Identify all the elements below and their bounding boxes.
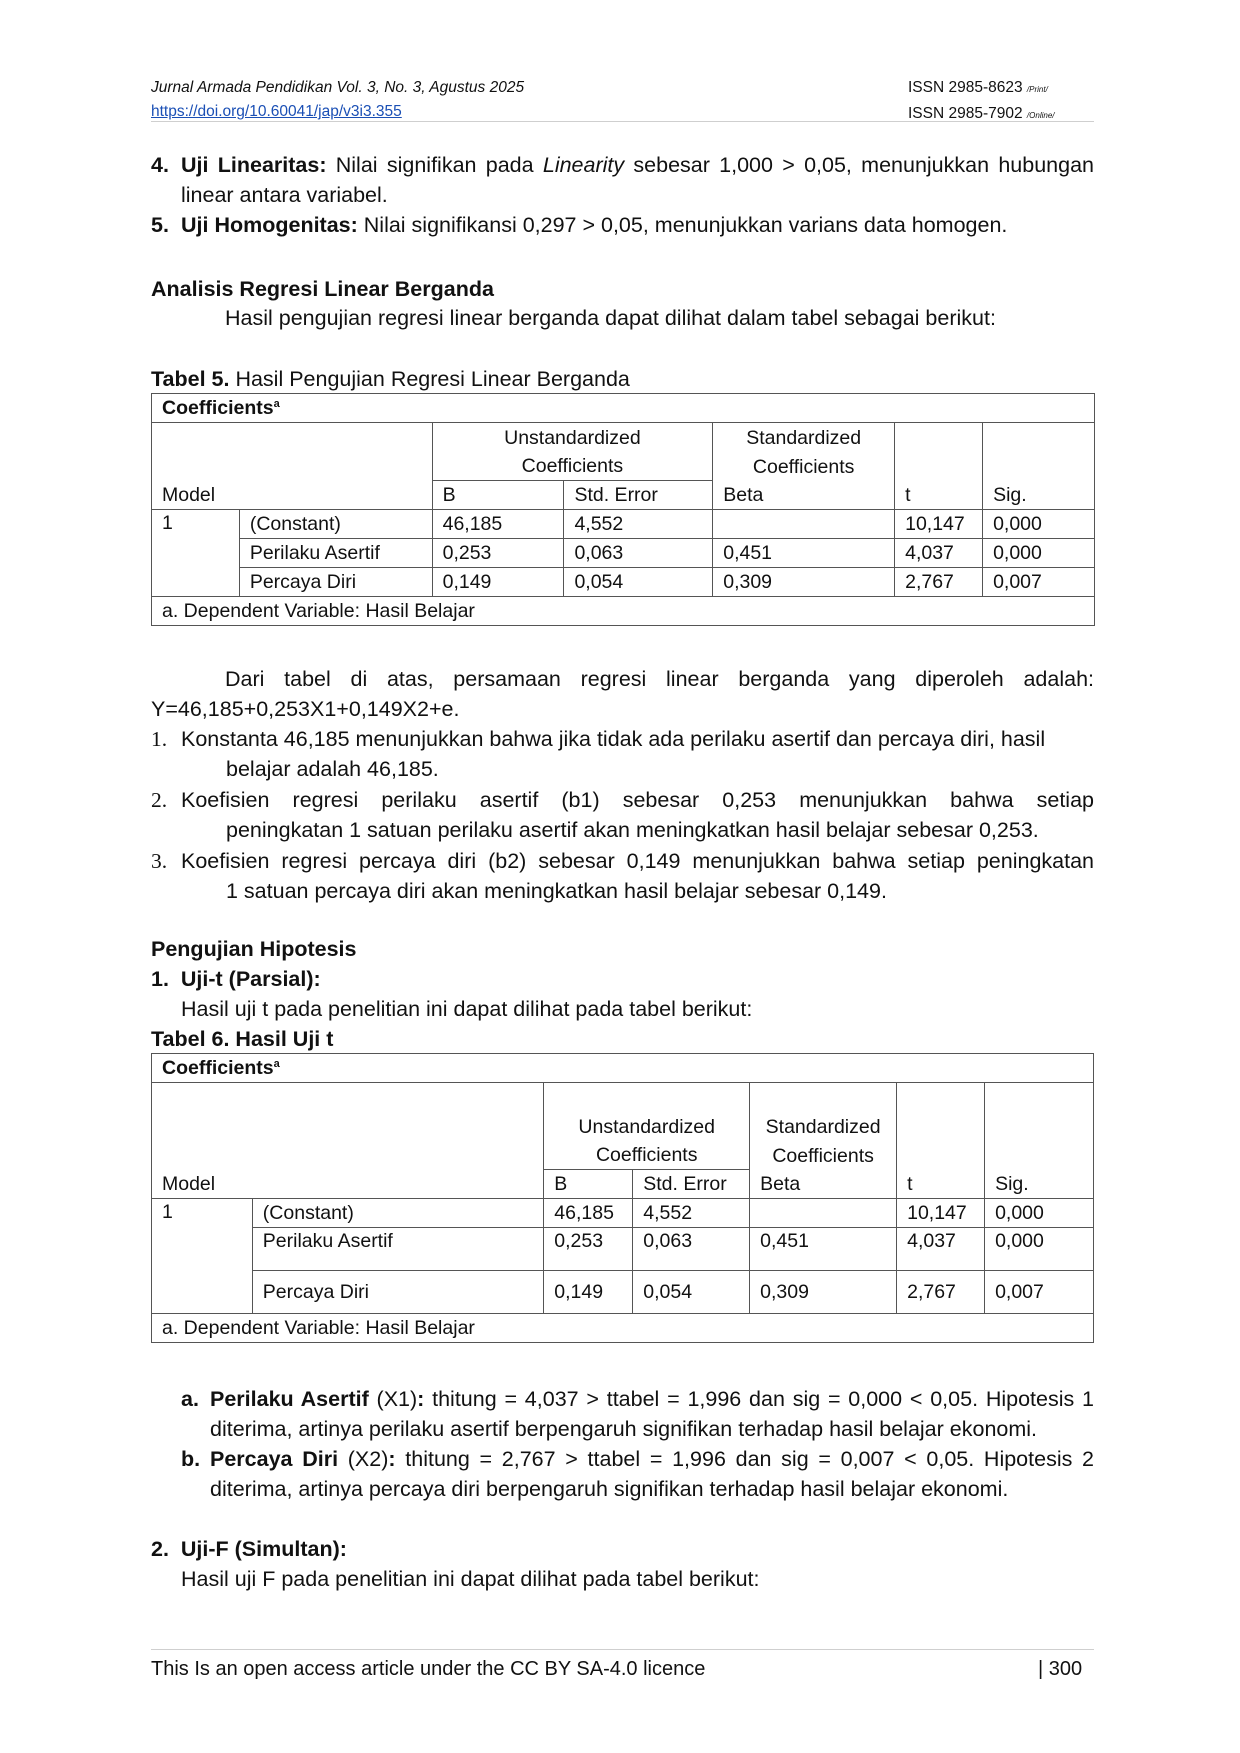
result-colon: : — [417, 1387, 425, 1411]
table-row — [152, 539, 1095, 568]
t-result-x1 — [181, 1384, 1094, 1444]
interpretation-item-3 — [151, 846, 1094, 906]
table-row — [152, 1228, 1094, 1271]
cell-beta: 0,309 — [750, 1271, 897, 1314]
table5-caption — [151, 364, 630, 394]
col-sig: Sig. — [983, 481, 1095, 510]
header-standardized-2: Coefficients — [713, 452, 895, 481]
subsection-title: Uji-F (Simultan): — [180, 1537, 347, 1561]
cell-sig: 0,000 — [985, 1228, 1094, 1271]
cell-b: 0,253 — [432, 539, 564, 568]
cell-t: 2,767 — [897, 1271, 985, 1314]
col-t: t — [895, 481, 983, 510]
cell-t: 4,037 — [897, 1228, 985, 1271]
assumption-item-linearity — [151, 150, 1094, 210]
predictor-name: Perilaku Asertif — [239, 539, 432, 568]
item-label: Uji Homogenitas: — [181, 213, 358, 237]
f-test-intro: Hasil uji F pada penelitian ini dapat dilihat pada tabel berikut: — [181, 1567, 760, 1591]
header-blank — [152, 452, 433, 481]
table-title: Coefficients$^a$ — [152, 1054, 1094, 1083]
cell-std-error: 4,552 — [564, 510, 713, 539]
interpretation-item-2 — [151, 785, 1094, 845]
cell-beta: 0,451 — [713, 539, 895, 568]
col-beta: Beta — [750, 1170, 897, 1199]
cell-b: 0,149 — [544, 1271, 633, 1314]
table6-caption: Tabel 6. Hasil Uji t — [151, 1027, 334, 1051]
table-row — [152, 1271, 1094, 1314]
result-variable: (X2) — [347, 1447, 389, 1471]
footer-divider — [151, 1649, 1094, 1650]
issn-print-tag: /Print/ — [1026, 85, 1048, 94]
section-heading-regression: Analisis Regresi Linear Berganda — [151, 277, 494, 301]
cell-sig: 0,007 — [985, 1271, 1094, 1314]
cell-std-error: 0,054 — [633, 1271, 750, 1314]
caption-label: Tabel 5. — [151, 367, 230, 391]
header-blank — [983, 423, 1095, 452]
cell-sig: 0,000 — [983, 539, 1095, 568]
item-number: 5. — [151, 213, 169, 237]
cell-beta: 0,451 — [750, 1228, 897, 1271]
cell-std-error: 4,552 — [633, 1199, 750, 1228]
cell-beta: 0,309 — [713, 568, 895, 597]
header-blank — [897, 1141, 985, 1170]
model-number: 1 — [152, 1199, 253, 1314]
header-blank — [152, 423, 433, 452]
header-blank — [544, 1083, 750, 1112]
col-model: Model — [152, 1170, 544, 1199]
header-blank — [897, 1112, 985, 1141]
table5-coefficients — [151, 393, 1095, 626]
doi-link[interactable]: https://doi.org/10.60041/jap/v3i3.355 — [151, 103, 402, 120]
col-model: Model — [152, 481, 433, 510]
item-line: Koefisien regresi perilaku asertif (b1) sebesar 0,253 menunjukkan bahwa setiap — [181, 788, 1094, 812]
col-std-error: Std. Error — [564, 481, 713, 510]
item-text: Nilai signifikansi 0,297 > 0,05, menunjukkan varians data homogen. — [357, 213, 1008, 237]
predictor-name: (Constant) — [252, 1199, 543, 1228]
page-number: | 300 — [1038, 1658, 1083, 1680]
subsection-title: Uji-t (Parsial): — [180, 967, 321, 991]
cell-t: 10,147 — [895, 510, 983, 539]
item-number: 3. — [151, 849, 168, 873]
t-result-x2 — [181, 1444, 1094, 1504]
result-text: thitung = 2,767 > ttabel = 1,996 dan sig = 0,007 < 0,05. Hipotesis 2 — [395, 1447, 1095, 1471]
col-b: B — [432, 481, 564, 510]
header-blank — [985, 1141, 1094, 1170]
cell-t: 10,147 — [897, 1199, 985, 1228]
predictor-name: Percaya Diri — [239, 568, 432, 597]
table-row — [152, 568, 1095, 597]
issn-online-tag: /Online/ — [1026, 111, 1055, 120]
col-t: t — [897, 1170, 985, 1199]
cell-std-error: 0,054 — [564, 568, 713, 597]
cell-sig: 0,000 — [985, 1199, 1094, 1228]
header-unstandardized-2: Coefficients — [544, 1141, 750, 1170]
cell-b: 0,149 — [432, 568, 564, 597]
result-colon: : — [388, 1447, 396, 1471]
section-heading-hypothesis: Pengujian Hipotesis — [151, 937, 357, 961]
header-blank — [750, 1083, 897, 1112]
result-text: diterima, artinya perilaku asertif berpengaruh signifikan terhadap hasil belajar ekonomi. — [210, 1417, 1038, 1441]
caption-text: Hasil Pengujian Regresi Linear Berganda — [229, 367, 630, 391]
cell-t: 2,767 — [895, 568, 983, 597]
col-b: B — [544, 1170, 633, 1199]
item-text: sebesar 1,000 > 0,05, menunjukkan hubungan linear antara variabel. — [181, 153, 1094, 207]
regression-equation: Y=46,185+0,253X1+0,149X2+e. — [151, 697, 460, 721]
license-note: This Is an open access article under the CC BY SA-4.0 licence — [151, 1658, 706, 1680]
header-unstandardized: Unstandardized — [544, 1112, 750, 1141]
result-text: thitung = 4,037 > ttabel = 1,996 dan sig = 0,000 < 0,05. Hipotesis 1 — [424, 1387, 1094, 1411]
cell-sig: 0,007 — [983, 568, 1095, 597]
item-line: Konstanta 46,185 menunjukkan bahwa jika tidak ada perilaku asertif dan percaya diri, hasil — [181, 727, 1046, 751]
header-blank — [897, 1083, 985, 1112]
item-line: peningkatan 1 satuan perilaku asertif akan meningkatkan hasil belajar sebesar 0,253. — [226, 818, 1039, 842]
header-blank — [152, 1141, 544, 1170]
header-blank — [985, 1112, 1094, 1141]
table6-coefficients — [151, 1053, 1094, 1343]
header-blank — [152, 1112, 544, 1141]
item-line: 1 satuan percaya diri akan meningkatkan hasil belajar sebesar 0,149. — [226, 879, 887, 903]
cell-std-error: 0,063 — [564, 539, 713, 568]
model-number: 1 — [152, 510, 240, 597]
item-line: Koefisien regresi percaya diri (b2) sebesar 0,149 menunjukkan bahwa setiap peningkatan — [181, 849, 1094, 873]
item-line: belajar adalah 46,185. — [226, 757, 439, 781]
header-divider — [151, 121, 1094, 122]
item-number: 2. — [151, 1537, 169, 1561]
cell-b: 46,185 — [432, 510, 564, 539]
table-row — [152, 510, 1095, 539]
item-text: Nilai signifikan pada — [326, 153, 543, 177]
col-beta: Beta — [713, 481, 895, 510]
result-text: diterima, artinya percaya diri berpengaruh signifikan terhadap hasil belajar ekonomi. — [210, 1477, 1009, 1501]
cell-sig: 0,000 — [983, 510, 1095, 539]
item-number: 1. — [151, 727, 168, 751]
cell-t: 4,037 — [895, 539, 983, 568]
issn-print: ISSN 2985-8623 — [908, 79, 1023, 96]
result-label: Percaya Diri — [210, 1447, 339, 1471]
cell-beta — [750, 1199, 897, 1228]
predictor-name: Perilaku Asertif — [252, 1228, 543, 1271]
header-unstandardized: Unstandardized — [432, 423, 713, 452]
item-label: Uji Linearitas: — [181, 153, 327, 177]
header-standardized-2: Coefficients — [750, 1141, 897, 1170]
subsection-t-test — [151, 964, 321, 994]
header-unstandardized-2: Coefficients — [432, 452, 713, 481]
assumption-item-homogeneity — [151, 210, 1094, 240]
col-std-error: Std. Error — [633, 1170, 750, 1199]
table-title: Coefficients$^a$ — [152, 394, 1095, 423]
subsection-f-test — [151, 1534, 347, 1564]
running-header-left — [151, 76, 524, 124]
result-variable: (X1) — [376, 1387, 418, 1411]
header-standardized: Standardized — [713, 423, 895, 452]
cell-b: 46,185 — [544, 1199, 633, 1228]
regression-intro: Hasil pengujian regresi linear berganda dapat dilihat dalam tabel sebagai berikut: — [225, 306, 996, 330]
item-number: 4. — [151, 153, 169, 177]
cell-b: 0,253 — [544, 1228, 633, 1271]
col-sig: Sig. — [985, 1170, 1094, 1199]
item-italic-term: Linearity — [542, 153, 625, 177]
issn-online: ISSN 2985-7902 — [908, 105, 1023, 122]
predictor-name: (Constant) — [239, 510, 432, 539]
result-label: Perilaku Asertif — [210, 1387, 369, 1411]
cell-std-error: 0,063 — [633, 1228, 750, 1271]
equation-intro: Dari tabel di atas, persamaan regresi linear berganda yang diperoleh adalah: — [225, 667, 1094, 691]
header-blank — [152, 1083, 544, 1112]
item-number: 2. — [151, 788, 168, 812]
item-letter: a. — [181, 1387, 199, 1411]
interpretation-item-1 — [151, 724, 1094, 784]
table-row — [152, 1199, 1094, 1228]
item-letter: b. — [181, 1447, 201, 1471]
cell-beta — [713, 510, 895, 539]
header-blank — [895, 452, 983, 481]
header-blank — [895, 423, 983, 452]
table-note: a. Dependent Variable: Hasil Belajar — [152, 597, 1095, 626]
header-blank — [983, 452, 1095, 481]
item-number: 1. — [151, 967, 169, 991]
journal-title: Jurnal Armada Pendidikan Vol. 3, No. 3, Agustus 2025 — [151, 79, 525, 96]
table-note: a. Dependent Variable: Hasil Belajar — [152, 1314, 1094, 1343]
header-standardized: Standardized — [750, 1112, 897, 1141]
header-blank — [985, 1083, 1094, 1112]
t-test-intro: Hasil uji t pada penelitian ini dapat dilihat pada tabel berikut: — [181, 997, 753, 1021]
predictor-name: Percaya Diri — [252, 1271, 543, 1314]
